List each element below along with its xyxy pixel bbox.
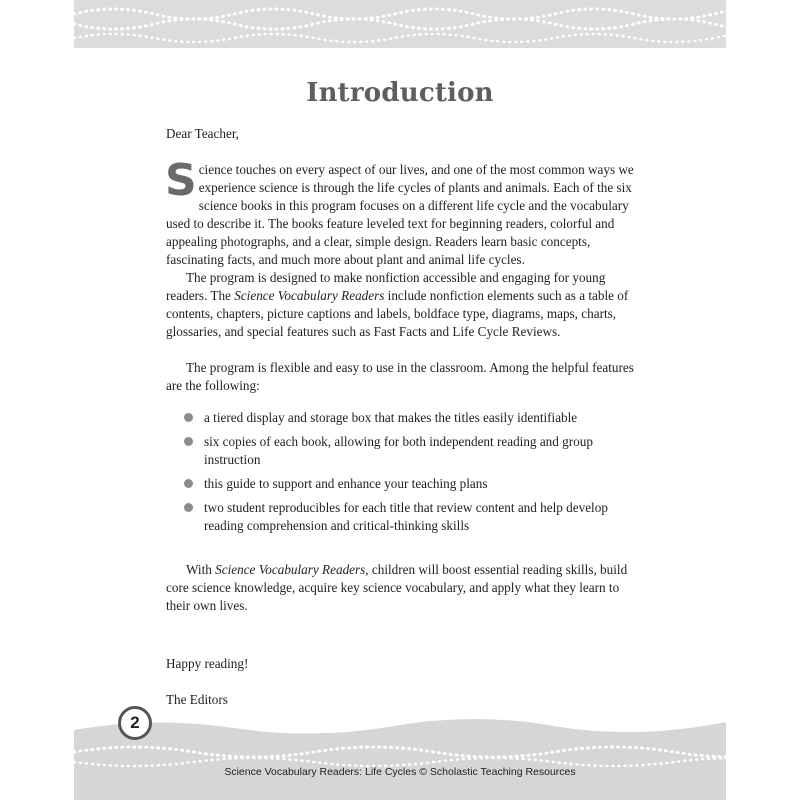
list-item bbox=[184, 409, 646, 427]
paragraph-features: The program is flexible and easy to use in the classroom. Among the helpful features are the following: bbox=[166, 360, 634, 393]
paragraph-program bbox=[166, 269, 646, 341]
list-item-text: six copies of each book, allowing for both independent reading and group instruction bbox=[204, 434, 593, 467]
list-item bbox=[184, 499, 646, 535]
list-item bbox=[184, 433, 646, 469]
list-item-text: two student reproducibles for each title that review content and help develop reading comprehension and critical-thinking skills bbox=[204, 500, 608, 533]
wave-decoration bbox=[74, 0, 726, 48]
bullet-icon bbox=[184, 503, 193, 512]
footer-wave bbox=[74, 712, 726, 800]
paragraph-intro-text: cience touches on every aspect of our lives, and one of the most common ways we experience science is through the life cycles of plants and animals. Each of the six science books in this program focuses on a different life cycle and the vocabulary used to describe it. The books feature leveled text for beginning readers, colorful and appealing photographs, and a clear, simple design. Readers learn basic concepts, fascinating facts, and much more about plant and animal life cycles. bbox=[166, 162, 634, 267]
footer-credit: Science Vocabulary Readers: Life Cycles © Scholastic Teaching Resources bbox=[224, 766, 576, 778]
list-item bbox=[184, 475, 646, 493]
bottom-decorative-band bbox=[74, 712, 726, 800]
bullet-icon bbox=[184, 479, 193, 488]
paragraph-conclusion-text-a: With bbox=[186, 562, 216, 577]
closing: Happy reading! bbox=[166, 656, 249, 671]
paragraph-conclusion-text-b: , children will boost essential reading skills, build core science knowledge, acquire key science vocabulary, and apply what they learn to their own lives. bbox=[166, 562, 628, 613]
spacer bbox=[166, 341, 646, 359]
paragraph-conclusion bbox=[166, 561, 646, 615]
signature: The Editors bbox=[166, 692, 228, 707]
list-item-text: a tiered display and storage box that makes the titles easily identifiable bbox=[204, 410, 578, 425]
page-title: Introduction bbox=[306, 78, 494, 108]
salutation: Dear Teacher, bbox=[166, 126, 239, 141]
top-decorative-band bbox=[74, 0, 726, 48]
paragraph-program-text-a: The program is designed to make nonfiction accessible and engaging for young readers. The bbox=[166, 270, 606, 303]
letter-body bbox=[166, 125, 646, 709]
page-number-badge: 2 bbox=[118, 706, 152, 740]
bullet-icon bbox=[184, 413, 193, 422]
paragraph-intro bbox=[165, 155, 646, 269]
feature-list bbox=[184, 409, 646, 535]
series-title-italic: Science Vocabulary Readers bbox=[215, 562, 366, 577]
paragraph-program-text-b: include nonfiction elements such as a table of contents, chapters, picture captions and labels, boldface type, diagrams, maps, charts, glossaries, and special features such as Fast Facts and Life Cycle Reviews. bbox=[166, 288, 629, 339]
bullet-icon bbox=[184, 437, 193, 446]
series-title-italic: Science Vocabulary Readers bbox=[234, 288, 385, 303]
drop-cap: S bbox=[165, 155, 197, 206]
list-item-text: this guide to support and enhance your teaching plans bbox=[204, 476, 488, 491]
